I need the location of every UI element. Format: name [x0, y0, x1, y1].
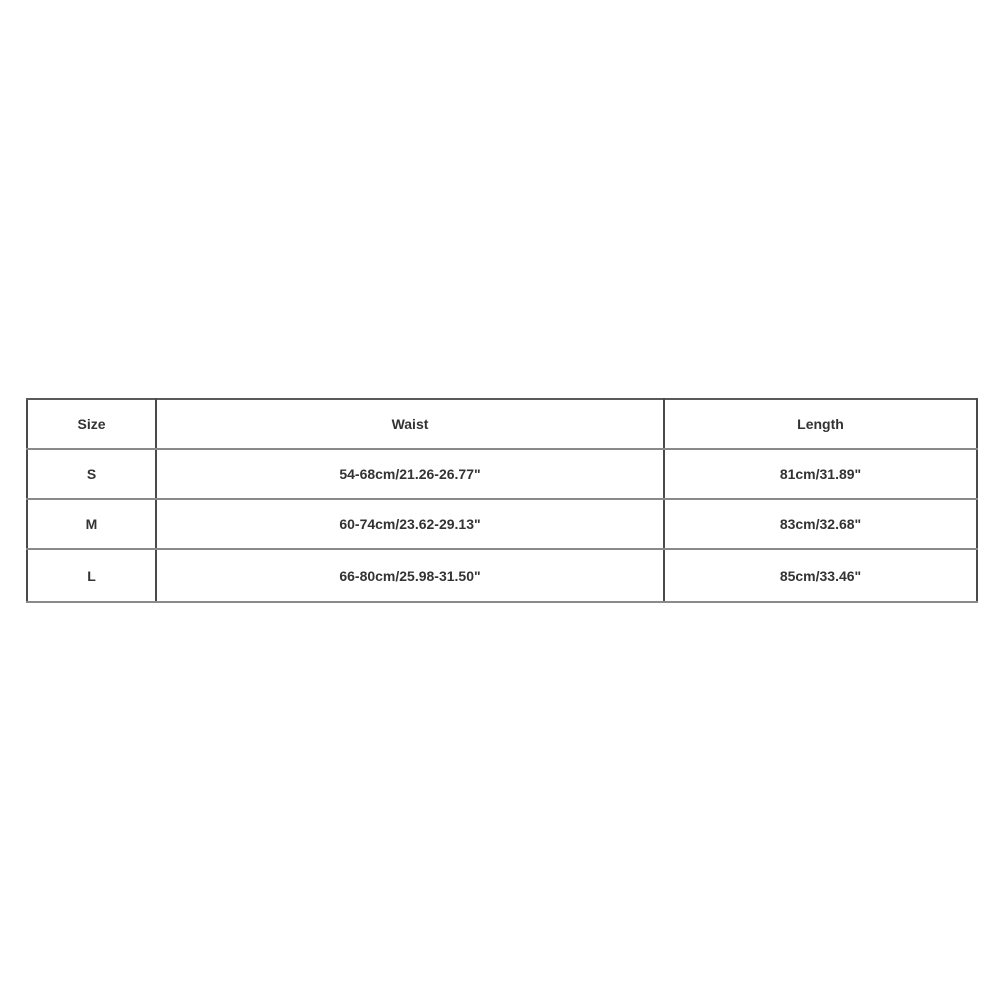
cell-size-m: M: [27, 499, 156, 549]
cell-size-s: S: [27, 449, 156, 499]
table-row-s: [27, 449, 977, 499]
cell-waist-s: 54-68cm/21.26-26.77": [156, 449, 664, 499]
table-row-l: [27, 549, 977, 602]
cell-length-m: 83cm/32.68": [664, 499, 977, 549]
table-row-m: [27, 499, 977, 549]
header-length: Length: [664, 399, 977, 449]
cell-size-l: L: [27, 549, 156, 602]
cell-waist-m: 60-74cm/23.62-29.13": [156, 499, 664, 549]
header-waist: Waist: [156, 399, 664, 449]
cell-length-s: 81cm/31.89": [664, 449, 977, 499]
cell-length-l: 85cm/33.46": [664, 549, 977, 602]
header-row: [27, 399, 977, 449]
header-size: Size: [27, 399, 156, 449]
size-chart-table: [26, 398, 978, 603]
cell-waist-l: 66-80cm/25.98-31.50": [156, 549, 664, 602]
